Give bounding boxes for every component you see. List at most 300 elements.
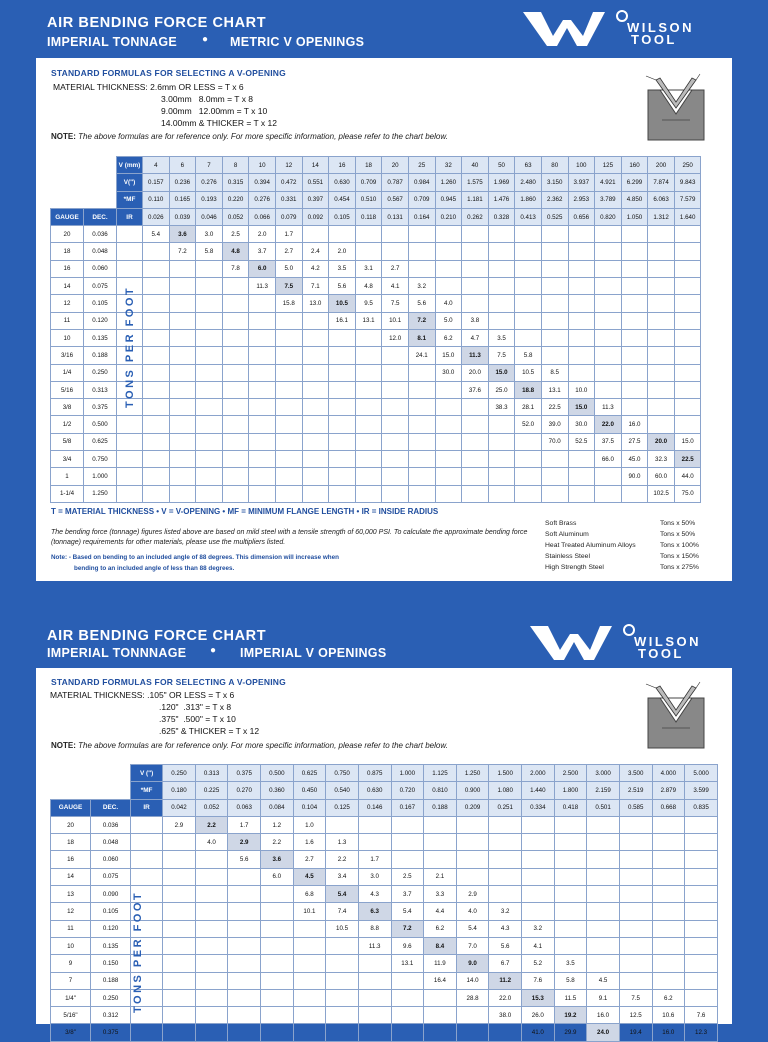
header-cell: 4 bbox=[143, 157, 170, 174]
note-text: The above formulas are for reference only. For more specific information, please refer to the chart below. bbox=[75, 741, 448, 750]
empty-cell bbox=[587, 955, 620, 972]
header-cell: 0.188 bbox=[424, 799, 457, 816]
empty-cell bbox=[143, 433, 170, 450]
header-cell: 1.969 bbox=[488, 174, 515, 191]
tonnage-cell: 15.0 bbox=[488, 364, 515, 381]
table-row bbox=[51, 226, 701, 243]
header-cell: 40 bbox=[462, 157, 489, 174]
empty-cell bbox=[424, 834, 457, 851]
chart1-formula-line: 9.00mm 12.00mm = T x 10 bbox=[161, 106, 268, 116]
wilson-tool-logo bbox=[530, 624, 730, 664]
header-cell: 0.551 bbox=[302, 174, 329, 191]
empty-cell bbox=[522, 886, 555, 903]
empty-cell bbox=[621, 226, 648, 243]
header-spacer bbox=[51, 782, 91, 799]
tonnage-cell: 16.0 bbox=[652, 1024, 685, 1041]
empty-cell bbox=[619, 903, 652, 920]
header-spacer bbox=[84, 157, 117, 174]
empty-cell bbox=[648, 399, 675, 416]
empty-cell bbox=[554, 816, 587, 833]
tonnage-cell: 5.8 bbox=[196, 243, 223, 260]
empty-cell bbox=[541, 243, 568, 260]
empty-cell bbox=[674, 399, 701, 416]
header-cell: 0.052 bbox=[195, 799, 228, 816]
tonnage-cell: 12.3 bbox=[685, 1024, 718, 1041]
tonnage-cell: 4.5 bbox=[587, 972, 620, 989]
tonnage-cell: 12.5 bbox=[619, 1007, 652, 1024]
empty-cell bbox=[196, 416, 223, 433]
decimal-cell: 0.135 bbox=[84, 329, 117, 346]
header-cell: 10 bbox=[249, 157, 276, 174]
dec-header: DEC. bbox=[91, 799, 131, 816]
table-row bbox=[51, 920, 718, 937]
multiplier-list bbox=[660, 518, 699, 573]
empty-cell bbox=[685, 834, 718, 851]
empty-cell bbox=[382, 433, 409, 450]
empty-cell bbox=[302, 485, 329, 502]
chart1-title: AIR BENDING FORCE CHART bbox=[47, 15, 267, 31]
empty-cell bbox=[169, 295, 196, 312]
header-cell: 0.820 bbox=[595, 208, 622, 225]
chart1-die-diagram bbox=[642, 70, 710, 142]
header-cell: 0.092 bbox=[302, 208, 329, 225]
empty-cell bbox=[652, 886, 685, 903]
empty-cell bbox=[195, 937, 228, 954]
table-row bbox=[51, 937, 718, 954]
empty-cell bbox=[685, 972, 718, 989]
header-cell: 0.630 bbox=[358, 782, 391, 799]
tonnage-cell: 3.1 bbox=[355, 260, 382, 277]
tonnage-cell: 39.0 bbox=[541, 416, 568, 433]
empty-cell bbox=[595, 329, 622, 346]
tonnage-cell: 11.2 bbox=[489, 972, 522, 989]
empty-cell bbox=[595, 278, 622, 295]
empty-cell bbox=[554, 903, 587, 920]
table-row bbox=[51, 451, 701, 468]
empty-cell bbox=[391, 834, 424, 851]
empty-cell bbox=[163, 972, 196, 989]
empty-cell bbox=[302, 451, 329, 468]
decimal-cell: 1.250 bbox=[84, 485, 117, 502]
empty-cell bbox=[488, 295, 515, 312]
empty-cell bbox=[358, 816, 391, 833]
empty-cell bbox=[674, 416, 701, 433]
empty-cell bbox=[275, 312, 302, 329]
header-cell: 0.454 bbox=[329, 191, 356, 208]
empty-cell bbox=[355, 468, 382, 485]
empty-cell bbox=[196, 451, 223, 468]
wilson-w-icon bbox=[523, 10, 633, 48]
chart1-bullet: ● bbox=[202, 34, 209, 45]
tonnage-cell: 4.8 bbox=[222, 243, 249, 260]
chart1-subtitle-left: IMPERIAL TONNAGE bbox=[47, 35, 178, 49]
table-row bbox=[51, 485, 701, 502]
side-cell bbox=[131, 1024, 163, 1041]
empty-cell bbox=[515, 329, 542, 346]
tonnage-cell: 5.0 bbox=[435, 312, 462, 329]
note-label: NOTE: bbox=[51, 741, 76, 750]
side-cell bbox=[117, 226, 143, 243]
decimal-cell: 0.120 bbox=[84, 312, 117, 329]
chart1-formula-title: STANDARD FORMULAS FOR SELECTING A V-OPENING bbox=[51, 68, 286, 78]
header-spacer bbox=[84, 191, 117, 208]
header-cell: 4.921 bbox=[595, 174, 622, 191]
empty-cell bbox=[195, 989, 228, 1006]
empty-cell bbox=[489, 834, 522, 851]
header-cell: 0.360 bbox=[261, 782, 294, 799]
material-name: Soft Brass bbox=[545, 520, 577, 527]
empty-cell bbox=[435, 433, 462, 450]
chart2-header bbox=[0, 612, 768, 670]
decimal-cell: 0.312 bbox=[91, 1007, 131, 1024]
empty-cell bbox=[652, 834, 685, 851]
header-cell: 1.440 bbox=[522, 782, 555, 799]
table-row bbox=[51, 278, 701, 295]
tonnage-cell: 9.5 bbox=[355, 295, 382, 312]
tonnage-cell: 1.7 bbox=[275, 226, 302, 243]
empty-cell bbox=[261, 1024, 294, 1041]
empty-cell bbox=[169, 468, 196, 485]
wilson-tool-wordmark bbox=[627, 22, 694, 46]
empty-cell bbox=[293, 972, 326, 989]
tonnage-cell: 3.8 bbox=[462, 312, 489, 329]
empty-cell bbox=[358, 834, 391, 851]
empty-cell bbox=[163, 937, 196, 954]
tonnage-cell: 7.5 bbox=[619, 989, 652, 1006]
header-label: V (") bbox=[131, 765, 163, 782]
empty-cell bbox=[143, 243, 170, 260]
tonnage-cell: 7.2 bbox=[408, 312, 435, 329]
tonnage-cell: 1.2 bbox=[261, 816, 294, 833]
empty-cell bbox=[456, 851, 489, 868]
empty-cell bbox=[293, 1007, 326, 1024]
empty-cell bbox=[355, 226, 382, 243]
tonnage-cell: 15.8 bbox=[275, 295, 302, 312]
empty-cell bbox=[326, 937, 359, 954]
gauge-cell: 1 bbox=[51, 468, 84, 485]
empty-cell bbox=[329, 226, 356, 243]
table-row bbox=[51, 329, 701, 346]
brand-line1: WILSON bbox=[627, 20, 694, 35]
table-row bbox=[51, 1007, 718, 1024]
empty-cell bbox=[674, 364, 701, 381]
header-label: V (mm) bbox=[117, 157, 143, 174]
empty-cell bbox=[515, 226, 542, 243]
multiplier: Tons x 50% bbox=[660, 531, 696, 538]
empty-cell bbox=[163, 851, 196, 868]
empty-cell bbox=[326, 1007, 359, 1024]
tonnage-cell: 7.0 bbox=[456, 937, 489, 954]
header-cell: 0.540 bbox=[326, 782, 359, 799]
tonnage-cell: 2.0 bbox=[329, 243, 356, 260]
decimal-cell: 1.000 bbox=[84, 468, 117, 485]
empty-cell bbox=[568, 312, 595, 329]
chart1-header bbox=[0, 0, 768, 58]
header-cell: 1.260 bbox=[435, 174, 462, 191]
header-spacer bbox=[51, 174, 84, 191]
table-row bbox=[51, 416, 701, 433]
header-label: *MF bbox=[117, 191, 143, 208]
wilson-tool-wordmark bbox=[634, 636, 701, 660]
tonnage-cell: 52.5 bbox=[568, 433, 595, 450]
empty-cell bbox=[462, 399, 489, 416]
table-row bbox=[51, 972, 718, 989]
empty-cell bbox=[196, 278, 223, 295]
empty-cell bbox=[619, 868, 652, 885]
empty-cell bbox=[652, 816, 685, 833]
empty-cell bbox=[195, 1024, 228, 1041]
empty-cell bbox=[196, 312, 223, 329]
header-cell: 2.500 bbox=[554, 765, 587, 782]
header-cell: 0.180 bbox=[163, 782, 196, 799]
empty-cell bbox=[568, 295, 595, 312]
empty-cell bbox=[595, 364, 622, 381]
header-cell: 0.052 bbox=[222, 208, 249, 225]
tonnage-cell: 8.5 bbox=[541, 364, 568, 381]
decimal-cell: 0.036 bbox=[84, 226, 117, 243]
empty-cell bbox=[489, 868, 522, 885]
decimal-cell: 0.036 bbox=[91, 816, 131, 833]
tonnage-cell: 37.5 bbox=[595, 433, 622, 450]
tonnage-cell: 2.9 bbox=[163, 816, 196, 833]
header-cell: 0.125 bbox=[326, 799, 359, 816]
chart1-card bbox=[36, 58, 732, 581]
empty-cell bbox=[462, 295, 489, 312]
tonnage-cell: 16.0 bbox=[621, 416, 648, 433]
empty-cell bbox=[408, 243, 435, 260]
empty-cell bbox=[462, 451, 489, 468]
empty-cell bbox=[355, 329, 382, 346]
header-cell: 6 bbox=[169, 157, 196, 174]
tonnage-cell: 13.1 bbox=[541, 381, 568, 398]
gauge-cell: 7 bbox=[51, 972, 91, 989]
empty-cell bbox=[648, 416, 675, 433]
header-cell: 0.157 bbox=[143, 174, 170, 191]
header-cell: 0.397 bbox=[302, 191, 329, 208]
empty-cell bbox=[488, 416, 515, 433]
side-cell bbox=[131, 868, 163, 885]
chart1-force-table bbox=[50, 156, 701, 503]
empty-cell bbox=[674, 243, 701, 260]
header-cell: 1.312 bbox=[648, 208, 675, 225]
empty-cell bbox=[456, 1024, 489, 1041]
table-row bbox=[51, 868, 718, 885]
empty-cell bbox=[595, 312, 622, 329]
header-cell: 0.270 bbox=[228, 782, 261, 799]
header-spacer bbox=[51, 157, 84, 174]
empty-cell bbox=[355, 399, 382, 416]
chart2-die-diagram bbox=[642, 678, 710, 750]
empty-cell bbox=[595, 243, 622, 260]
gauge-cell: 3/16 bbox=[51, 347, 84, 364]
tonnage-cell: 4.2 bbox=[302, 260, 329, 277]
decimal-cell: 0.313 bbox=[84, 381, 117, 398]
header-cell: 3.937 bbox=[568, 174, 595, 191]
tonnage-cell: 90.0 bbox=[621, 468, 648, 485]
empty-cell bbox=[621, 485, 648, 502]
empty-cell bbox=[522, 851, 555, 868]
header-cell: 0.210 bbox=[435, 208, 462, 225]
tonnage-cell: 6.2 bbox=[424, 920, 457, 937]
chart2-card bbox=[36, 668, 732, 1037]
empty-cell bbox=[196, 485, 223, 502]
tonnage-cell: 16.1 bbox=[329, 312, 356, 329]
table-row bbox=[51, 399, 701, 416]
tonnage-cell: 4.3 bbox=[358, 886, 391, 903]
empty-cell bbox=[382, 451, 409, 468]
header-cell: 0.110 bbox=[143, 191, 170, 208]
gauge-cell: 5/8 bbox=[51, 433, 84, 450]
header-cell: 0.146 bbox=[358, 799, 391, 816]
tonnage-cell: 45.0 bbox=[621, 451, 648, 468]
tonnage-cell: 1.6 bbox=[293, 834, 326, 851]
tonnage-cell: 10.5 bbox=[329, 295, 356, 312]
empty-cell bbox=[222, 347, 249, 364]
tonnage-cell: 5.6 bbox=[228, 851, 261, 868]
header-cell: 0.472 bbox=[275, 174, 302, 191]
tonnage-cell: 5.6 bbox=[408, 295, 435, 312]
header-cell: 5.000 bbox=[685, 765, 718, 782]
empty-cell bbox=[587, 868, 620, 885]
empty-cell bbox=[674, 295, 701, 312]
side-cell bbox=[117, 243, 143, 260]
empty-cell bbox=[275, 468, 302, 485]
empty-cell bbox=[541, 295, 568, 312]
header-cell: 1.500 bbox=[489, 765, 522, 782]
header-cell: 0.039 bbox=[169, 208, 196, 225]
empty-cell bbox=[648, 243, 675, 260]
empty-cell bbox=[462, 278, 489, 295]
header-cell: 1.575 bbox=[462, 174, 489, 191]
tonnage-cell: 3.2 bbox=[408, 278, 435, 295]
gauge-cell: 1-1/4 bbox=[51, 485, 84, 502]
tonnage-cell: 7.6 bbox=[522, 972, 555, 989]
tonnage-cell: 5.6 bbox=[329, 278, 356, 295]
gauge-cell: 12 bbox=[51, 903, 91, 920]
chart1-formula-line: 14.00mm & THICKER = T x 12 bbox=[161, 118, 277, 128]
tonnage-cell: 10.1 bbox=[293, 903, 326, 920]
tonnage-cell: 3.0 bbox=[196, 226, 223, 243]
gauge-cell: 3/4 bbox=[51, 451, 84, 468]
header-cell: 1.080 bbox=[489, 782, 522, 799]
tonnage-cell: 32.3 bbox=[648, 451, 675, 468]
table-row bbox=[51, 903, 718, 920]
header-cell: 0.709 bbox=[355, 174, 382, 191]
empty-cell bbox=[424, 989, 457, 1006]
chart2-formula-title: STANDARD FORMULAS FOR SELECTING A V-OPENING bbox=[51, 677, 286, 687]
header-cell: 0.394 bbox=[249, 174, 276, 191]
empty-cell bbox=[568, 364, 595, 381]
empty-cell bbox=[195, 920, 228, 937]
tonnage-cell: 2.9 bbox=[456, 886, 489, 903]
tonnage-cell: 19.4 bbox=[619, 1024, 652, 1041]
header-cell: 1.476 bbox=[488, 191, 515, 208]
empty-cell bbox=[648, 312, 675, 329]
empty-cell bbox=[261, 886, 294, 903]
empty-cell bbox=[541, 347, 568, 364]
gauge-cell: 9 bbox=[51, 955, 91, 972]
header-cell: 16 bbox=[329, 157, 356, 174]
empty-cell bbox=[685, 886, 718, 903]
empty-cell bbox=[515, 243, 542, 260]
empty-cell bbox=[329, 399, 356, 416]
empty-cell bbox=[275, 433, 302, 450]
empty-cell bbox=[554, 886, 587, 903]
empty-cell bbox=[522, 834, 555, 851]
empty-cell bbox=[249, 451, 276, 468]
empty-cell bbox=[169, 364, 196, 381]
empty-cell bbox=[169, 381, 196, 398]
chart1-formula-line: 3.00mm 8.0mm = T x 8 bbox=[161, 94, 254, 104]
tonnage-cell: 5.6 bbox=[489, 937, 522, 954]
header-cell: 0.450 bbox=[293, 782, 326, 799]
header-cell: 0.313 bbox=[195, 765, 228, 782]
empty-cell bbox=[355, 485, 382, 502]
tonnage-cell: 11.3 bbox=[358, 937, 391, 954]
empty-cell bbox=[169, 278, 196, 295]
tonnage-cell: 14.0 bbox=[456, 972, 489, 989]
empty-cell bbox=[515, 295, 542, 312]
empty-cell bbox=[382, 416, 409, 433]
empty-cell bbox=[329, 468, 356, 485]
tonnage-cell: 3.0 bbox=[358, 868, 391, 885]
brand-line1: WILSON bbox=[634, 634, 701, 649]
header-cell: 0.810 bbox=[424, 782, 457, 799]
empty-cell bbox=[568, 278, 595, 295]
tonnage-cell: 75.0 bbox=[674, 485, 701, 502]
header-cell: 0.750 bbox=[326, 765, 359, 782]
empty-cell bbox=[652, 868, 685, 885]
material-name: High Strength Steel bbox=[545, 564, 604, 571]
empty-cell bbox=[408, 485, 435, 502]
tonnage-cell: 9.6 bbox=[391, 937, 424, 954]
empty-cell bbox=[249, 312, 276, 329]
tonnage-cell: 7.2 bbox=[169, 243, 196, 260]
header-cell: 2.362 bbox=[541, 191, 568, 208]
empty-cell bbox=[249, 364, 276, 381]
table-row bbox=[51, 955, 718, 972]
empty-cell bbox=[621, 329, 648, 346]
empty-cell bbox=[489, 816, 522, 833]
empty-cell bbox=[489, 886, 522, 903]
empty-cell bbox=[228, 868, 261, 885]
empty-cell bbox=[302, 347, 329, 364]
gauge-cell: 18 bbox=[51, 834, 91, 851]
empty-cell bbox=[249, 399, 276, 416]
empty-cell bbox=[435, 260, 462, 277]
empty-cell bbox=[541, 485, 568, 502]
empty-cell bbox=[488, 243, 515, 260]
gauge-cell: 10 bbox=[51, 937, 91, 954]
header-cell: 1.050 bbox=[621, 208, 648, 225]
empty-cell bbox=[228, 1024, 261, 1041]
empty-cell bbox=[462, 485, 489, 502]
tonnage-cell: 16.4 bbox=[424, 972, 457, 989]
header-cell: 0.079 bbox=[275, 208, 302, 225]
tonnage-cell: 3.7 bbox=[391, 886, 424, 903]
empty-cell bbox=[619, 972, 652, 989]
header-cell: 0.625 bbox=[293, 765, 326, 782]
empty-cell bbox=[329, 451, 356, 468]
tonnage-cell: 5.4 bbox=[456, 920, 489, 937]
empty-cell bbox=[163, 920, 196, 937]
side-cell bbox=[117, 416, 143, 433]
empty-cell bbox=[163, 1024, 196, 1041]
empty-cell bbox=[595, 226, 622, 243]
decimal-cell: 0.105 bbox=[91, 903, 131, 920]
tonnage-cell: 41.0 bbox=[522, 1024, 555, 1041]
empty-cell bbox=[275, 347, 302, 364]
